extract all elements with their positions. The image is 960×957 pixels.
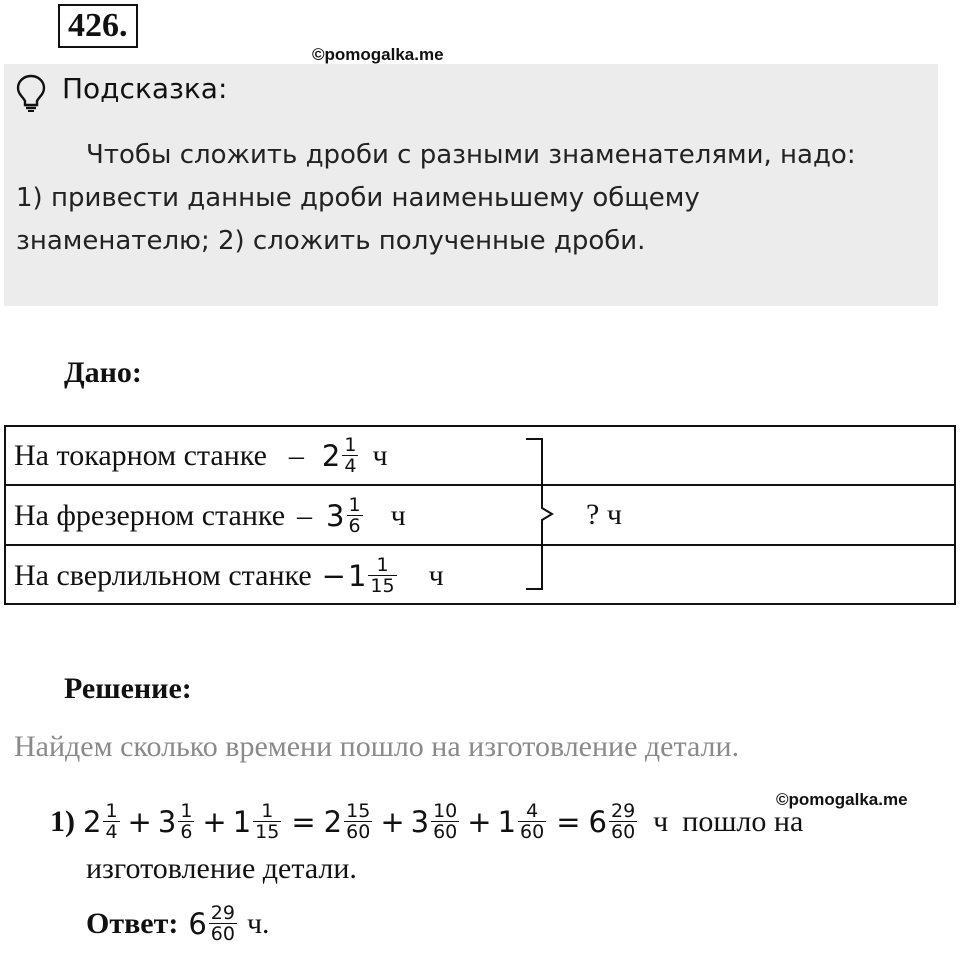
hint-line-1: Чтобы сложить дроби с разными знаменателями, надо: xyxy=(86,140,856,170)
table-divider xyxy=(4,544,956,546)
fraction xyxy=(344,802,372,842)
step-label: 1) xyxy=(50,805,75,838)
denominator: 4 xyxy=(105,821,118,843)
row-unit: ч xyxy=(390,499,406,532)
denominator: 60 xyxy=(433,821,458,843)
solution-intro: Найдем сколько времени пошло на изготовление детали. xyxy=(14,730,740,763)
denominator: 6 xyxy=(180,821,193,843)
given-heading: Дано: xyxy=(64,356,142,389)
term-whole: 1 xyxy=(497,805,517,839)
row-label: На фрезерном станке xyxy=(14,499,286,532)
curly-brace-icon xyxy=(522,436,562,592)
lightbulb-icon xyxy=(16,74,46,112)
given-row-milling xyxy=(14,488,406,544)
numerator: 4 xyxy=(526,800,539,822)
equals-sign: = xyxy=(556,805,581,839)
numerator: 1 xyxy=(261,800,274,822)
row-unit: ч xyxy=(372,439,388,472)
fraction xyxy=(103,802,119,842)
fraction xyxy=(253,802,281,842)
fraction xyxy=(347,496,363,536)
plus-sign: + xyxy=(467,805,492,839)
row-label: На токарном станке xyxy=(14,439,267,472)
given-row-lathe xyxy=(14,428,388,484)
row-dash: − xyxy=(321,559,346,593)
answer-label: Ответ: xyxy=(86,907,179,940)
denominator: 15 xyxy=(370,575,395,597)
hint-title: Подсказка: xyxy=(62,72,228,105)
solution-step-1 xyxy=(50,790,803,854)
hint-line-3: знаменателю; 2) сложить полученные дроби. xyxy=(16,226,646,256)
term-whole: 3 xyxy=(410,805,430,839)
denominator: 15 xyxy=(255,821,280,843)
denominator: 60 xyxy=(610,821,636,843)
fraction xyxy=(368,556,396,596)
denominator: 60 xyxy=(346,821,371,843)
numerator: 29 xyxy=(210,902,235,924)
solution-heading: Решение: xyxy=(64,672,192,705)
numerator: 1 xyxy=(180,800,193,822)
unit: ч xyxy=(653,805,669,838)
numerator: 10 xyxy=(433,800,458,822)
answer-line xyxy=(86,892,270,956)
numerator: 1 xyxy=(348,494,361,516)
row-unit: ч xyxy=(428,559,444,592)
numerator: 15 xyxy=(346,800,371,822)
denominator: 60 xyxy=(520,821,545,843)
answer-unit: ч. xyxy=(246,907,270,940)
given-row-drilling xyxy=(14,548,444,604)
row-label: На сверлильном станке xyxy=(14,559,312,592)
result-fraction xyxy=(609,802,637,842)
row-dash: – xyxy=(297,499,313,532)
answer-fraction xyxy=(209,904,237,944)
problem-number: 426. xyxy=(58,4,138,48)
plus-sign: + xyxy=(380,805,405,839)
denominator: 4 xyxy=(344,455,357,477)
step-continuation: изготовление детали. xyxy=(86,852,357,885)
term-whole: 2 xyxy=(83,805,102,839)
numerator: 1 xyxy=(105,800,118,822)
answer-whole: 6 xyxy=(188,907,207,941)
denominator: 60 xyxy=(210,923,235,945)
plus-sign: + xyxy=(202,805,227,839)
numerator: 1 xyxy=(376,554,389,576)
term-whole: 1 xyxy=(232,805,252,839)
equals-sign: = xyxy=(291,805,316,839)
result-whole: 6 xyxy=(588,805,607,839)
question-total: ? ч xyxy=(586,498,622,531)
plus-sign: + xyxy=(127,805,152,839)
mixed-whole: 3 xyxy=(326,499,345,533)
step-tail: пошло на xyxy=(682,805,804,838)
term-whole: 3 xyxy=(157,805,177,839)
numerator: 1 xyxy=(344,434,357,456)
row-dash: – xyxy=(288,439,304,472)
mixed-whole: 1 xyxy=(347,559,367,593)
mixed-whole: 2 xyxy=(321,439,341,473)
table-divider xyxy=(4,484,956,486)
fraction xyxy=(431,802,459,842)
fraction xyxy=(342,436,358,476)
numerator: 29 xyxy=(610,800,636,822)
watermark-bottom: ©pomogalka.me xyxy=(776,790,908,809)
denominator: 6 xyxy=(348,515,361,537)
hint-line-2: 1) привести данные дроби наименьшему общему xyxy=(16,183,700,213)
fraction xyxy=(178,802,194,842)
fraction xyxy=(518,802,546,842)
term-whole: 2 xyxy=(323,805,343,839)
watermark-top: ©pomogalka.me xyxy=(312,45,444,64)
